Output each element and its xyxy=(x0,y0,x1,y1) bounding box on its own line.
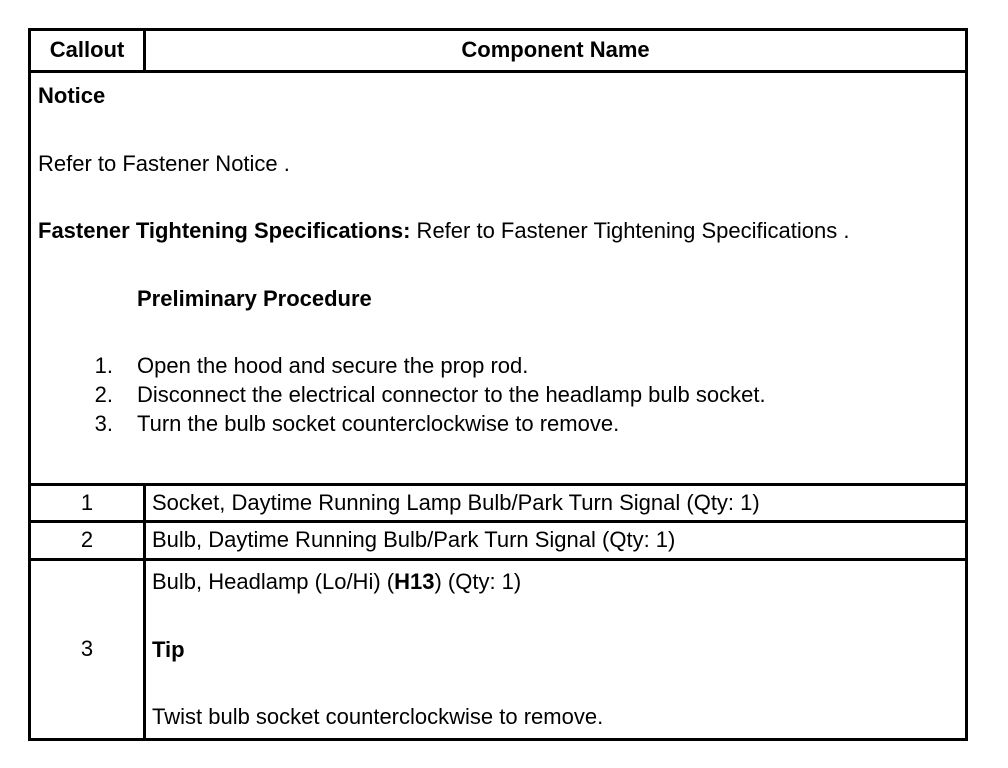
step-text: Disconnect the electrical connector to the headlamp bulb socket. xyxy=(137,381,766,407)
table-row xyxy=(30,522,967,559)
component-name-cell: Bulb, Daytime Running Bulb/Park Turn Signal (Qty: 1) xyxy=(145,522,967,559)
tightening-spec-text: Refer to Fastener Tightening Specifications . xyxy=(410,217,850,243)
tip-title: Tip xyxy=(152,636,185,662)
step-number: 2. xyxy=(94,381,113,407)
component-name-cell xyxy=(145,559,967,739)
callout-cell: 2 xyxy=(30,522,145,559)
component-name-header: Component Name xyxy=(145,30,967,72)
preliminary-procedure-title: Preliminary Procedure xyxy=(137,285,372,311)
procedure-step xyxy=(31,351,965,380)
notice-title: Notice xyxy=(38,82,106,108)
callout-cell: 3 xyxy=(30,559,145,739)
tightening-spec-line xyxy=(38,218,849,244)
tightening-spec-label: Fastener Tightening Specifications: xyxy=(38,217,411,243)
component-name-cell: Socket, Daytime Running Lamp Bulb/Park Turn Signal (Qty: 1) xyxy=(145,484,967,521)
step-number: 3. xyxy=(94,410,113,436)
procedure-step xyxy=(31,380,965,409)
bulb-type-code: H13 xyxy=(394,568,435,594)
notice-row xyxy=(30,71,967,484)
step-number: 1. xyxy=(94,352,113,378)
headlamp-bulb-name xyxy=(152,569,521,595)
headlamp-bulb-name-suffix: ) (Qty: 1) xyxy=(434,568,522,594)
callout-cell: 1 xyxy=(30,484,145,521)
step-text: Open the hood and secure the prop rod. xyxy=(137,352,529,378)
headlamp-bulb-name-prefix: Bulb, Headlamp (Lo/Hi) ( xyxy=(152,568,395,594)
table-header-row xyxy=(30,30,967,72)
notice-cell xyxy=(30,71,967,484)
procedure-step xyxy=(31,409,965,438)
table-row xyxy=(30,484,967,521)
procedure-steps xyxy=(31,351,965,438)
table-row xyxy=(30,559,967,739)
step-text: Turn the bulb socket counterclockwise to remove. xyxy=(137,410,620,436)
component-table xyxy=(28,28,968,741)
callout-header: Callout xyxy=(30,30,145,72)
tip-text: Twist bulb socket counterclockwise to remove. xyxy=(152,703,604,729)
fastener-notice-reference: Refer to Fastener Notice . xyxy=(38,150,290,176)
